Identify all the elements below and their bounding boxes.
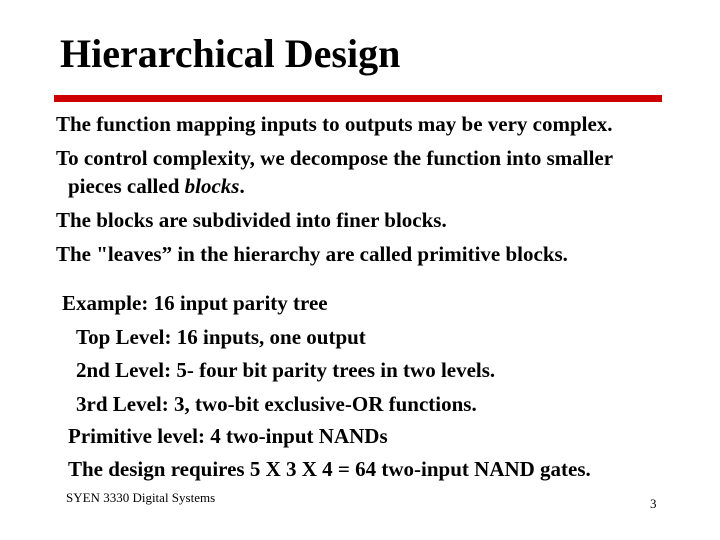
- blocks-prefix-text: pieces called: [68, 174, 185, 198]
- example-summary: The design requires 5 X 3 X 4 = 64 two-input NAND gates.: [68, 457, 591, 481]
- bullet-decompose-continued: [68, 173, 245, 199]
- example-third-level: 3rd Level: 3, two-bit exclusive-OR functions.: [76, 392, 477, 416]
- bullet-subdivided: The blocks are subdivided into finer blocks.: [56, 208, 447, 232]
- example-second-level: 2nd Level: 5- four bit parity trees in two levels.: [76, 358, 496, 382]
- bullet-decompose: To control complexity, we decompose the function into smaller: [56, 146, 614, 170]
- title-divider: [54, 95, 662, 102]
- example-heading: Example: 16 input parity tree: [62, 291, 328, 315]
- footer-course-title: SYEN 3330 Digital Systems: [66, 490, 216, 505]
- bullet-leaves: The "leaves” in the hierarchy are called primitive blocks.: [56, 242, 568, 266]
- example-primitive-level: Primitive level: 4 two-input NANDs: [68, 424, 388, 448]
- footer-page-number: 3: [650, 496, 657, 511]
- slide-title: Hierarchical Design: [60, 31, 401, 76]
- blocks-emphasis: blocks: [184, 174, 240, 198]
- blocks-period: .: [239, 174, 245, 198]
- example-top-level: Top Level: 16 inputs, one output: [76, 325, 366, 349]
- bullet-complexity: The function mapping inputs to outputs may be very complex.: [56, 112, 613, 136]
